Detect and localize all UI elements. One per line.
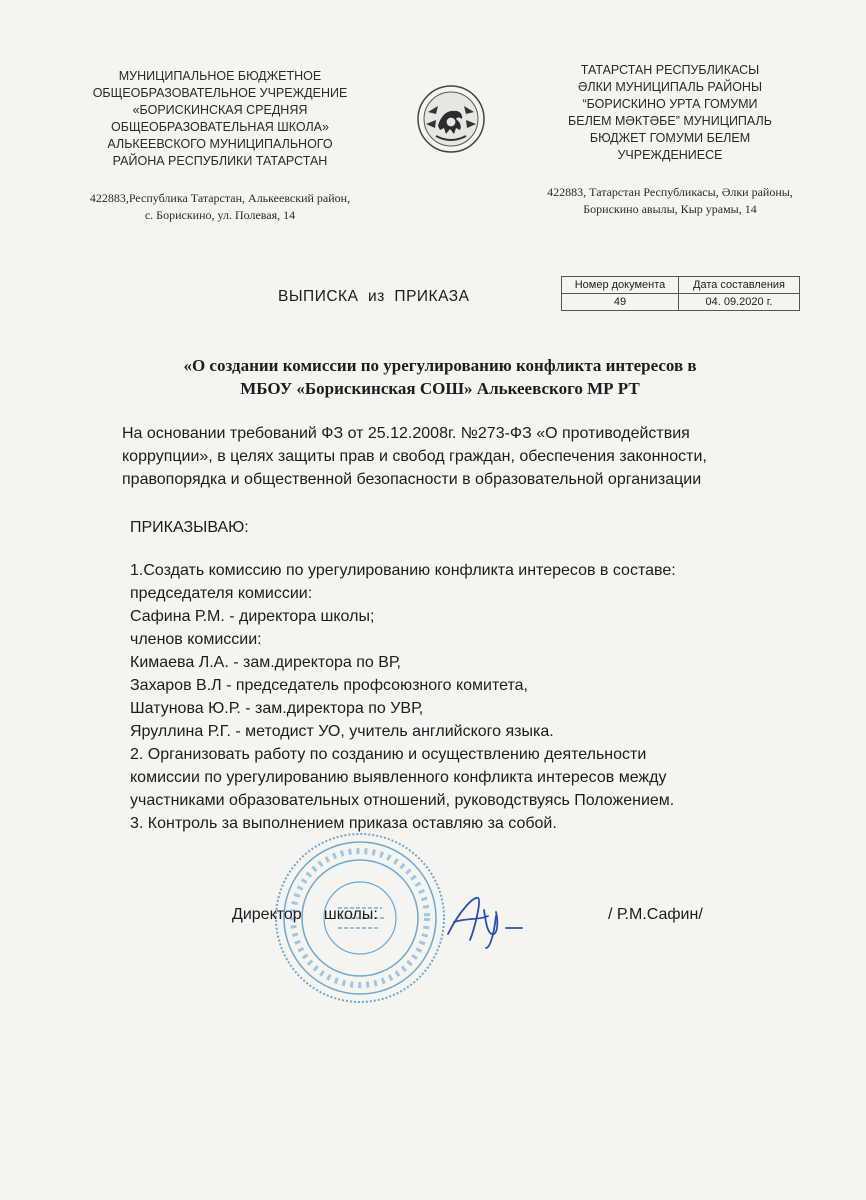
text-line: коррупции», в целях защиты прав и свобод граждан, обеспечения законности,	[122, 448, 707, 465]
header-left-line: РАЙОНА РЕСПУБЛИКИ ТАТАРСТАН	[112, 154, 328, 168]
order-title	[110, 354, 770, 400]
list-item: председателя комиссии:	[130, 585, 313, 602]
signer-role: Директор школы:	[232, 906, 378, 923]
address-line: 422883,Республика Татарстан, Алькеевский район,	[89, 191, 351, 205]
tatarstan-emblem-icon	[416, 84, 486, 154]
order-title-line: «О создании комиссии по урегулированию конфликта интересов в	[183, 356, 697, 375]
table-header-cell: Дата составления	[679, 277, 800, 294]
document-info-table	[561, 276, 800, 311]
basis-paragraph	[122, 422, 802, 491]
header-right-line: БЮДЖЕТ ГОМУМИ БЕЛЕМ	[589, 131, 751, 145]
list-item: членов комиссии:	[130, 631, 262, 648]
list-item: Кимаева Л.А. - зам.директора по ВР,	[130, 654, 401, 671]
header-right-line: БЕЛЕМ МӘКТӘБЕ” МУНИЦИПАЛЬ	[568, 114, 772, 128]
header-left-address	[70, 190, 370, 224]
header-left-line: ОБЩЕОБРАЗОВАТЕЛЬНАЯ ШКОЛА»	[111, 120, 329, 134]
order-title-line: МБОУ «Борискинская СОШ» Алькеевского МР РТ	[240, 379, 640, 398]
list-item: Захаров В.Л - председатель профсоюзного комитета,	[130, 677, 528, 694]
extract-title-word: ВЫПИСКА	[278, 288, 359, 305]
list-item: Сафина Р.М. - директора школы;	[130, 608, 375, 625]
list-item: участниками образовательных отношений, руководствуясь Положением.	[130, 792, 675, 809]
header-left-line: МУНИЦИПАЛЬНОЕ БЮДЖЕТНОЕ	[118, 69, 322, 83]
signer-name: / Р.М.Сафин/	[608, 906, 703, 923]
text-line: правопорядка и общественной безопасности в образовательной организации	[122, 471, 702, 488]
header-left-line: АЛЬКЕЕВСКОГО МУНИЦИПАЛЬНОГО	[107, 137, 333, 151]
list-item: 2. Организовать работу по созданию и осуществлению деятельности	[130, 746, 647, 763]
list-item: 1.Создать комиссию по урегулированию конфликта интересов в составе:	[130, 562, 676, 579]
table-row	[562, 294, 800, 311]
order-keyword	[130, 516, 810, 539]
extract-title-word: ПРИКАЗА	[394, 288, 470, 305]
header-right-line: ТАТАРСТАН РЕСПУБЛИКАСЫ	[580, 63, 760, 77]
list-item: Яруллина Р.Г. - методист УО, учитель английского языка.	[130, 723, 554, 740]
address-line: с. Борискино, ул. Полевая, 14	[144, 208, 296, 222]
table-row	[562, 277, 800, 294]
list-item: комиссии по урегулированию выявленного конфликта интересов между	[130, 769, 667, 786]
signature-icon	[440, 890, 530, 952]
text-line: На основании требований ФЗ от 25.12.2008г. №273-ФЗ «О противодействия	[122, 425, 690, 442]
header-right-line: ӘЛКИ МУНИЦИПАЛЬ РАЙОНЫ	[577, 80, 763, 94]
header-left	[70, 68, 370, 224]
header-right	[530, 62, 810, 218]
document-number: 49	[562, 294, 679, 311]
header-left-line: «БОРИСКИНСКАЯ СРЕДНЯЯ	[132, 103, 308, 117]
list-item: Шатунова Ю.Р. - зам.директора по УВР,	[130, 700, 424, 717]
text-line: ПРИКАЗЫВАЮ:	[130, 519, 249, 536]
list-item: 3. Контроль за выполнением приказа оставляю за собой.	[130, 815, 557, 832]
header-right-line: УЧРЕЖДЕНИЕСЕ	[617, 148, 723, 162]
address-line: 422883, Татарстан Республикасы, Әлки районы,	[547, 185, 793, 199]
document-date: 04. 09.2020 г.	[679, 294, 800, 311]
extract-title	[278, 288, 469, 306]
order-items	[130, 559, 810, 835]
extract-title-word: из	[368, 288, 385, 305]
address-line: Борискино авылы, Кыр урамы, 14	[583, 202, 757, 216]
header-right-line: “БОРИСКИНО УРТА ГОМУМИ	[582, 97, 758, 111]
header-right-address	[530, 184, 810, 218]
table-header-cell: Номер документа	[562, 277, 679, 294]
header-left-line: ОБЩЕОБРАЗОВАТЕЛЬНОЕ УЧРЕЖДЕНИЕ	[92, 86, 348, 100]
